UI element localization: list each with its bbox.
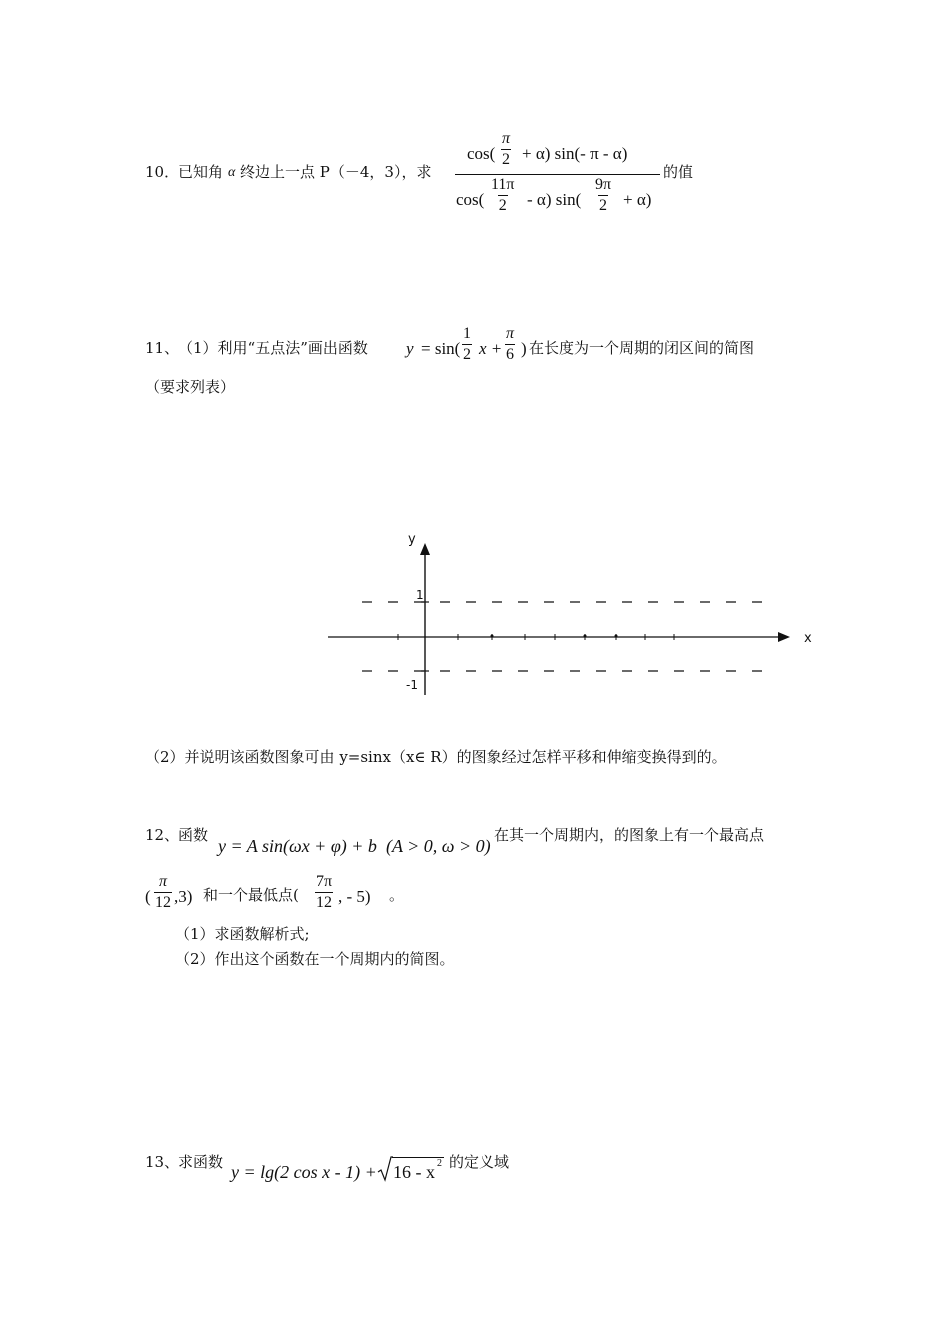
point1-rest: ,3) [174, 887, 193, 906]
problem-12-condition: (A > 0, ω > 0) [386, 836, 491, 856]
y-tick-label-1: 1 [416, 588, 424, 602]
problem-12-q2: （2）作出这个函数在一个周期内的简图。 [175, 950, 455, 968]
problem-10-text-after: 的值 [663, 163, 694, 181]
problem-11-line2: （要求列表） [145, 378, 236, 396]
frac-7pi-over-12: $\frac{7\pi}{12}$ [316, 873, 333, 911]
problem-12-text-before: 函数 [178, 826, 209, 844]
x-point [491, 635, 494, 638]
problem-13-text-before: 求函数 [178, 1153, 224, 1171]
num-cos: cos( [467, 144, 496, 163]
alpha-symbol: α [228, 165, 236, 180]
func-close: ) [521, 339, 527, 358]
sqrt-inner: 16 - x [393, 1162, 435, 1182]
point1-open: ( [145, 887, 151, 906]
func-y: y [406, 339, 414, 358]
problem-10-text-before: 已知角 [178, 163, 224, 181]
den-11pi-over-2: $\frac{11\pi}{2}$ [491, 176, 515, 214]
problem-12-number: 12、 [145, 826, 180, 844]
frac-pi-over-12: $\frac{\pi}{12}$ [155, 873, 171, 911]
frac-pi-over-6: $\frac{\pi}{6}$ [506, 325, 515, 363]
x-axis-arrow-icon [778, 632, 790, 642]
den-mid: - α) sin( [527, 190, 582, 209]
problem-11-number: 11、 [145, 339, 180, 357]
problem-11-text-after: 在长度为一个周期的闭区间的简图 [529, 339, 755, 357]
func-x-plus: x + [479, 339, 503, 358]
problem-11-part2: （2）并说明该函数图象可由 y=sinx（x∈ R）的图象经过怎样平移和伸缩变换得到的。 [145, 748, 727, 766]
den-cos: cos( [456, 190, 485, 209]
point2-rest: , - 5) [338, 887, 371, 906]
frac-one-half: $\frac{1}{2}$ [463, 325, 471, 363]
problem-13-number: 13、 [145, 1153, 180, 1171]
den-9pi-over-2: $\frac{9\pi}{2}$ [595, 176, 612, 214]
num-pi-over-2: $\frac{\pi}{2}$ [502, 130, 511, 168]
problem-10-text-mid: 终边上一点 P（－4，3），求 [240, 163, 432, 181]
problem-12-formula: y = A sin(ωx + φ) + b [218, 836, 377, 856]
sqrt-exponent: 2 [437, 1158, 442, 1169]
problem-11-text-before: （1）利用“五点法”画出函数 [178, 339, 368, 357]
x-axis-label: x [804, 631, 812, 646]
y-axis-label: y [408, 532, 416, 547]
main-fraction-bar [455, 174, 660, 175]
num-rest: + α) sin(- π - α) [522, 144, 628, 163]
x-point [584, 635, 587, 638]
problem-10-number: 10． [145, 163, 180, 181]
problem-12-text-after: 在其一个周期内，的图象上有一个最高点 [494, 826, 765, 844]
sqrt-radical-icon [377, 1156, 393, 1182]
problem-13-text-after: 的定义域 [449, 1153, 510, 1171]
point2-intro: 和一个最低点( [203, 886, 299, 904]
y-axis-arrow-icon [420, 543, 430, 555]
den-rest: + α) [623, 190, 652, 209]
problem-12-q1: （1）求函数解析式; [175, 925, 310, 943]
problem-12-end: 。 [389, 886, 405, 904]
coordinate-graph [320, 525, 820, 705]
problem-13-formula-left: y = lg(2 cos x - 1) + [231, 1162, 377, 1182]
x-point [615, 635, 618, 638]
func-eq: = sin( [421, 339, 461, 358]
y-tick-label-neg1: -1 [406, 678, 418, 692]
